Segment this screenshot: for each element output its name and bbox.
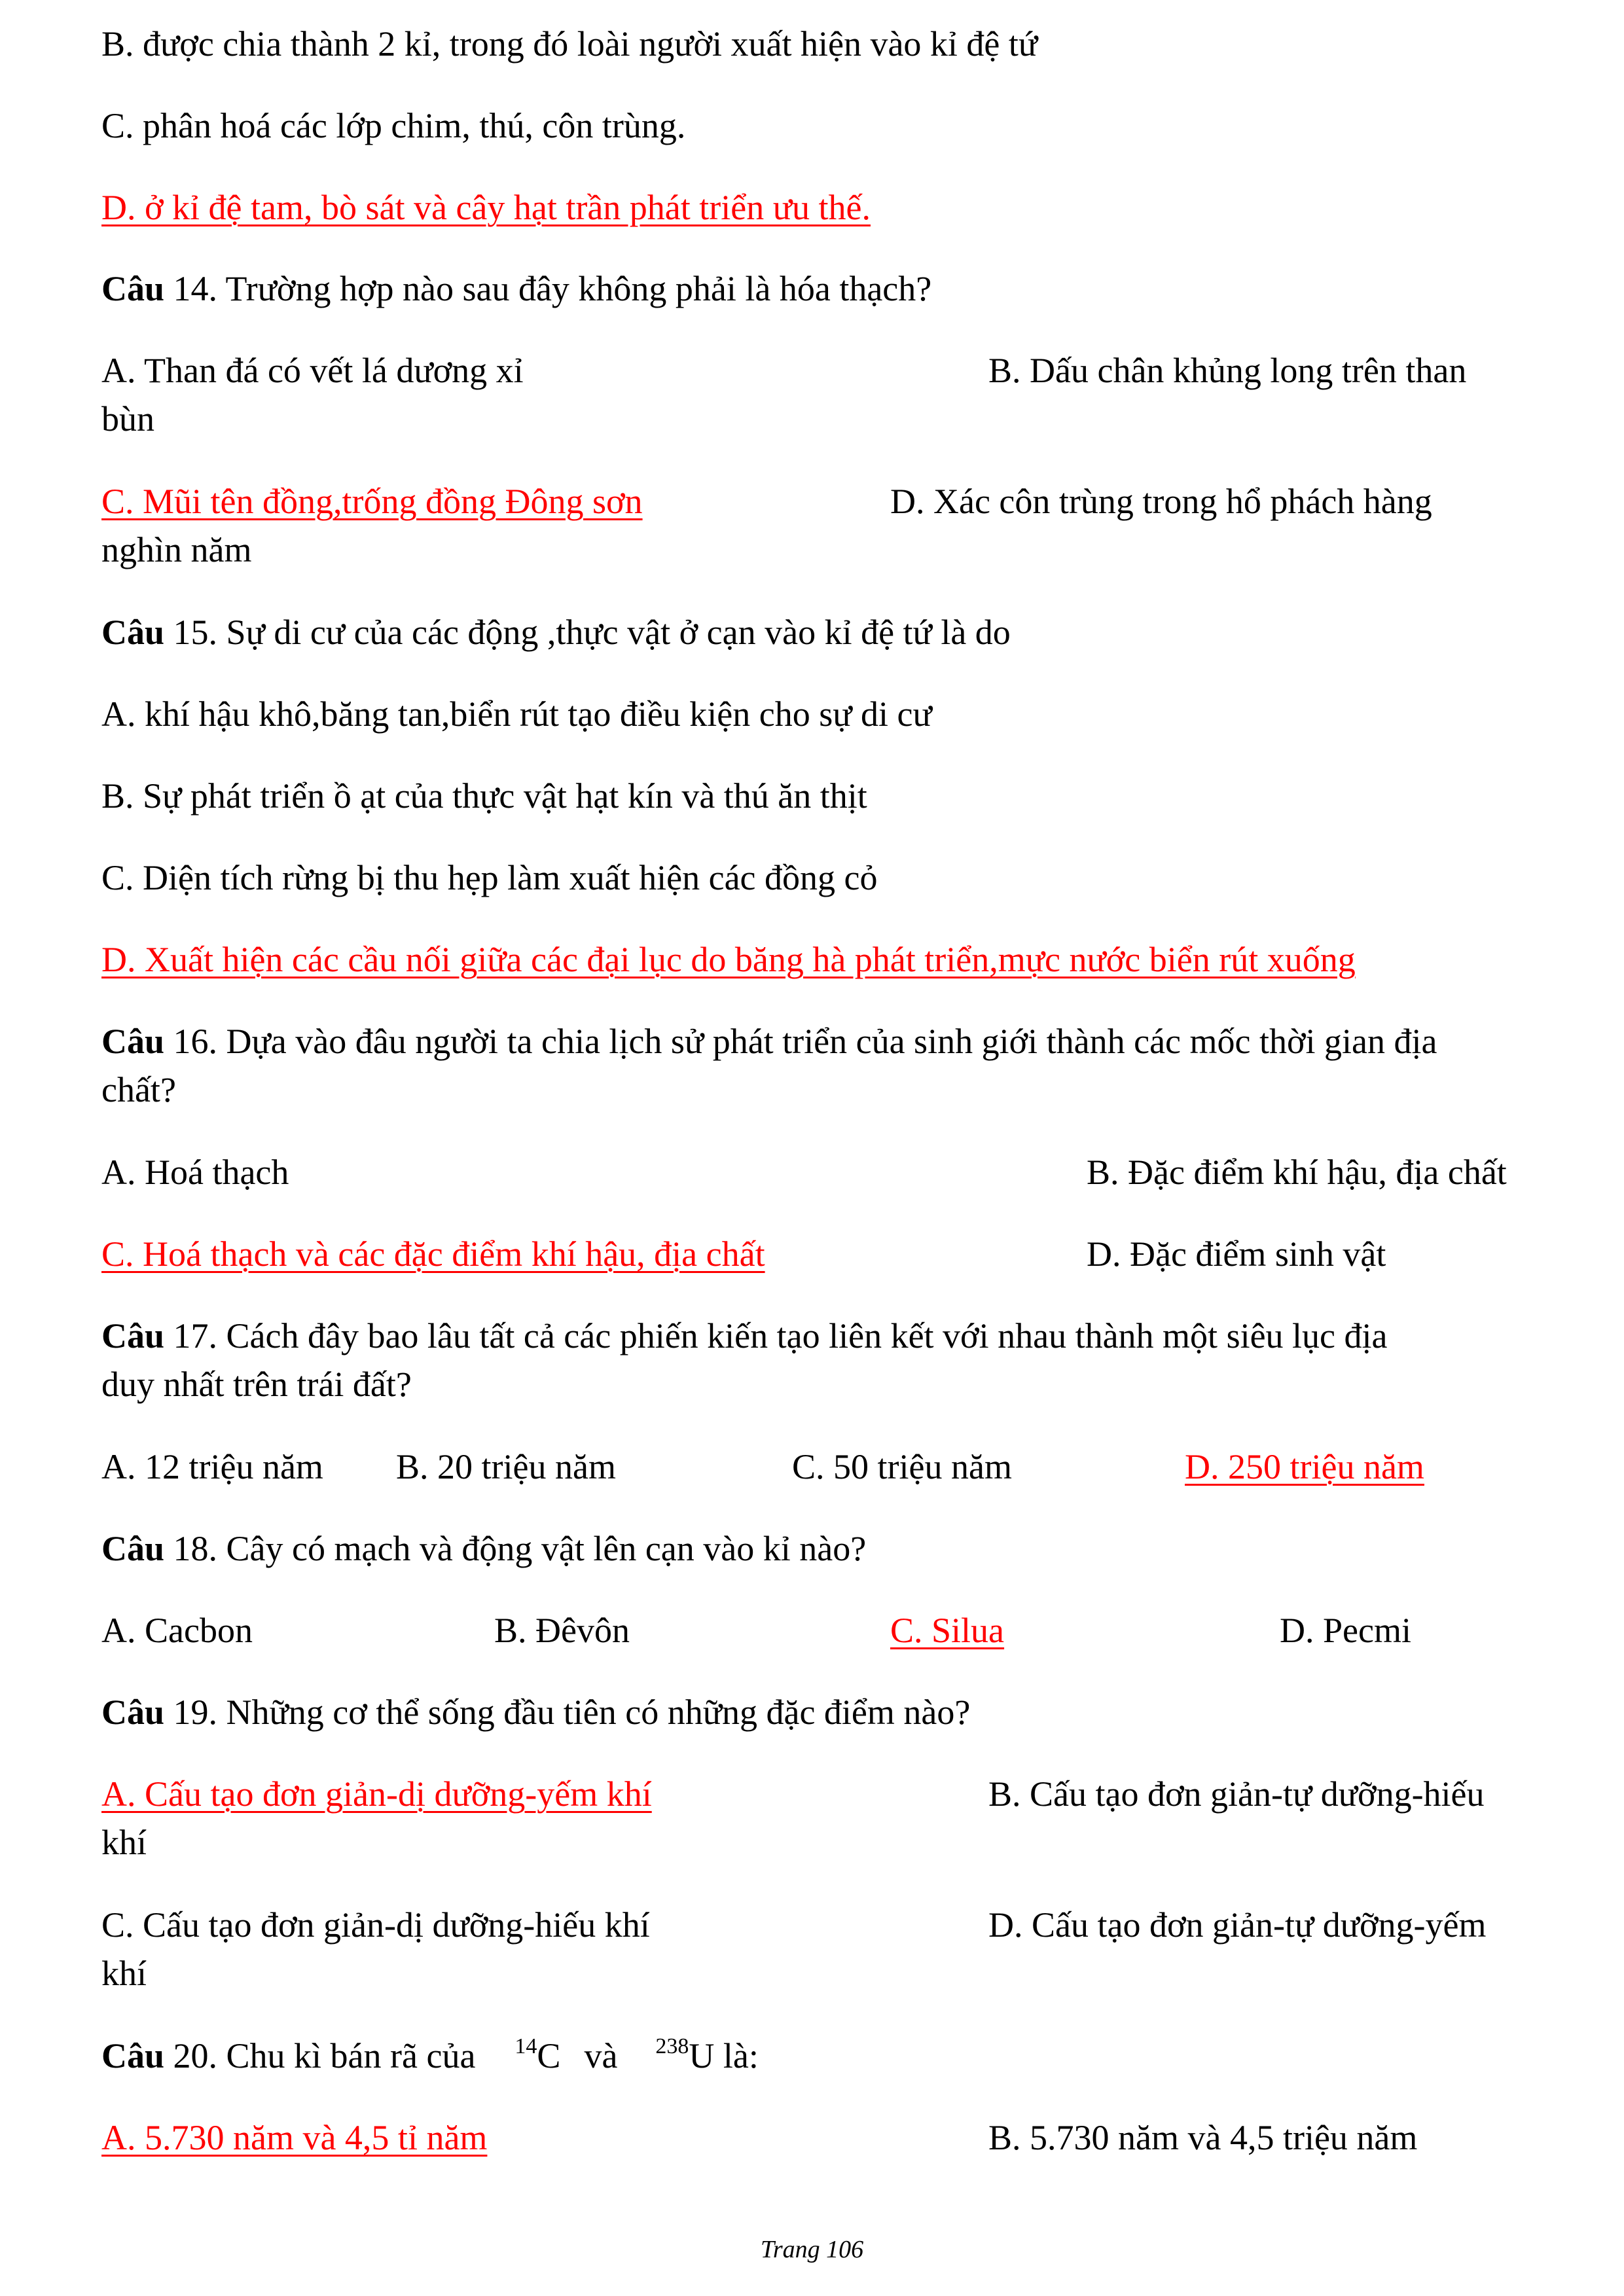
q18-option-d: D. Pecmi [1280,1611,1411,1650]
q20-uranium-symbol: U là: [689,2036,759,2075]
q13-option-b: B. được chia thành 2 kỉ, trong đó loài người xuất hiện vào kỉ đệ tứ [101,24,1038,63]
q14-text: 14. Trường hợp nào sau đây không phải là hóa thạch? [164,269,932,308]
q13-option-d [101,183,1559,232]
q14-option-b-wrap: bùn [101,399,154,439]
q17-label: Câu [101,1316,165,1355]
q17-question-wrap: duy nhất trên trái đất? [101,1365,412,1404]
q19-text: 19. Những cơ thể sống đầu tiên có những đặc điểm nào? [164,1693,971,1732]
q17-question [101,1312,1559,1360]
q19-options-row2 [101,1901,1559,1949]
q14-option-c: C. Mũi tên đồng,trống đồng Đông sơn [101,482,643,521]
q15-question [101,608,1559,656]
q14-label: Câu [101,269,165,308]
q15-option-c: C. Diện tích rừng bị thu hẹp làm xuất hiện các đồng cỏ [101,858,878,897]
q15-text: 15. Sự di cư của các động ,thực vật ở cạn vào kỉ đệ tứ là do [164,613,1011,652]
q20-text: 20. Chu kì bán rã của [164,2036,476,2075]
q14-option-d-wrap: nghìn năm [101,530,252,569]
q14-option-b: B. Dấu chân khủng long trên than [988,351,1467,390]
q16-option-a: A. Hoá thạch [101,1153,289,1192]
q18-option-a: A. Cacbon [101,1611,253,1650]
q16-options-row1 [101,1148,1559,1196]
q20-uranium-mass: 238 [655,2034,689,2058]
q13-correct-answer: D. ở kỉ đệ tam, bò sát và cây hạt trần phát triển ưu thế. [101,188,871,227]
q17-option-b: B. 20 triệu năm [396,1447,616,1486]
q19-options-row1 [101,1770,1559,1818]
q17-text: 17. Cách đây bao lâu tất cả các phiến kiến tạo liên kết với nhau thành một siêu lục địa [164,1316,1388,1355]
q16-options-row2 [101,1230,1559,1278]
q16-option-c: C. Hoá thạch và các đặc điểm khí hậu, địa chất [101,1234,765,1274]
page-number: Trang 106 [760,2236,864,2263]
q14-options-row2 [101,477,1559,526]
q14-option-a: A. Than đá có vết lá dương xỉ [101,351,524,390]
q20-and: và [584,2036,618,2075]
q17-options [101,1443,1559,1491]
q15-correct-answer: D. Xuất hiện các cầu nối giữa các đại lục do băng hà phát triển,mực nước biển rút xuống [101,940,1356,979]
q17-option-a: A. 12 triệu năm [101,1447,323,1486]
q19-option-c: C. Cấu tạo đơn giản-dị dưỡng-hiếu khí [101,1905,650,1945]
q15-option-d [101,935,1559,984]
q18-option-b: B. Đêvôn [494,1611,630,1650]
q19-option-a: A. Cấu tạo đơn giản-dị dưỡng-yếm khí [101,1774,652,1814]
q19-option-b: B. Cấu tạo đơn giản-tự dưỡng-hiếu [988,1774,1485,1814]
q20-question [101,2032,1559,2080]
q13-option-c: C. phân hoá các lớp chim, thú, côn trùng. [101,106,686,145]
q20-options [101,2113,1559,2162]
q15-option-a: A. khí hậu khô,băng tan,biển rút tạo điều kiện cho sự di cư [101,694,932,734]
q20-option-b: B. 5.730 năm và 4,5 triệu năm [988,2118,1418,2157]
q20-option-a: A. 5.730 năm và 4,5 tỉ năm [101,2118,488,2157]
q18-text: 18. Cây có mạch và động vật lên cạn vào kỉ nào? [164,1529,867,1568]
q20-label: Câu [101,2036,165,2075]
q18-option-c: C. Silua [890,1611,1005,1650]
q20-carbon-symbol: C [537,2036,561,2075]
q17-option-d: D. 250 triệu năm [1185,1447,1424,1486]
q14-option-d: D. Xác côn trùng trong hổ phách hàng [890,482,1432,521]
q16-label: Câu [101,1022,165,1061]
q18-options [101,1606,1559,1655]
q16-option-b: B. Đặc điểm khí hậu, địa chất [1087,1153,1507,1192]
q14-options-row1 [101,346,1559,395]
q20-carbon-mass: 14 [514,2034,537,2058]
q16-text: 16. Dựa vào đâu người ta chia lịch sử phát triển của sinh giới thành các mốc thời gian địa [164,1022,1437,1061]
q18-label: Câu [101,1529,165,1568]
q16-option-d: D. Đặc điểm sinh vật [1087,1234,1386,1274]
q19-option-d-wrap: khí [101,1954,147,1993]
q19-option-b-wrap: khí [101,1823,147,1862]
q19-question [101,1688,1559,1736]
q17-option-c: C. 50 triệu năm [792,1447,1012,1486]
q18-question [101,1524,1559,1573]
q19-option-d: D. Cấu tạo đơn giản-tự dưỡng-yếm [988,1905,1487,1945]
q16-question-wrap: chất? [101,1070,176,1109]
q15-label: Câu [101,613,165,652]
q19-label: Câu [101,1693,165,1732]
q18-option-c-wrapper [890,1606,1079,1655]
q15-option-b: B. Sự phát triển ồ ạt của thực vật hạt kín và thú ăn thịt [101,776,867,816]
q16-question [101,1017,1559,1066]
q14-question [101,264,1559,313]
